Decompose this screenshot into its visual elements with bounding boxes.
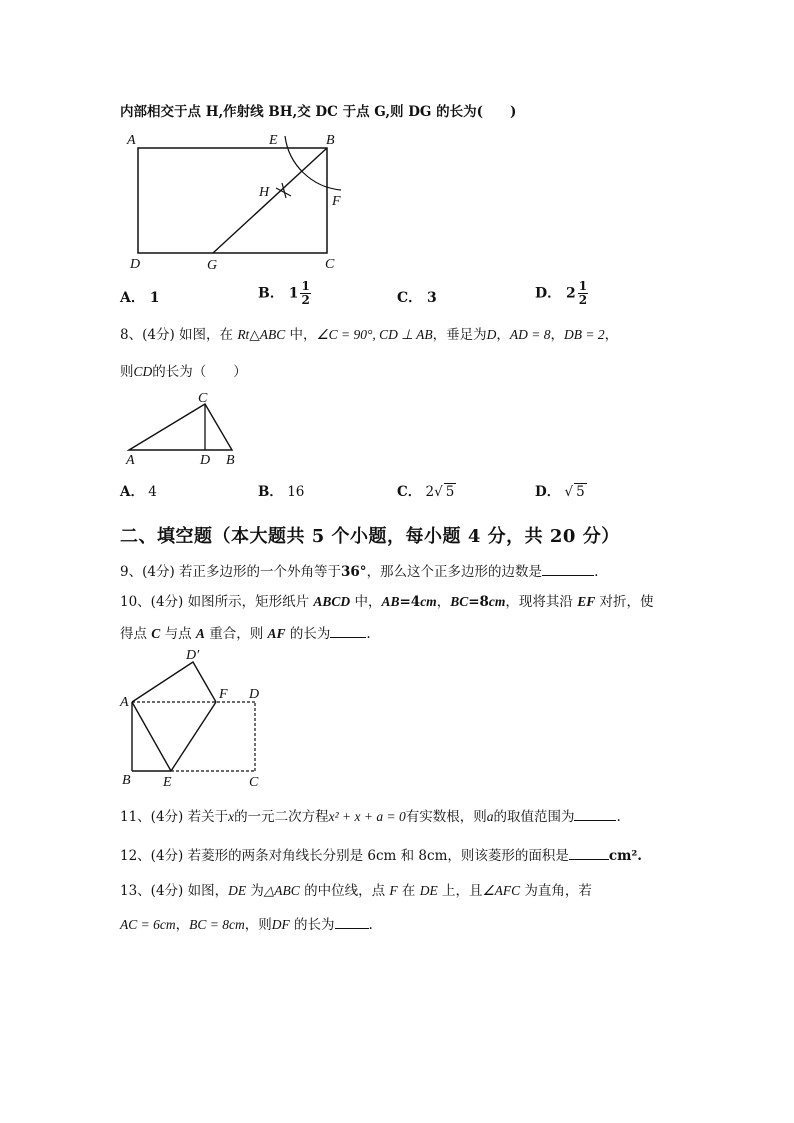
q10-point-c: C [151, 626, 161, 641]
q8-text-c: ，垂足为 [432, 327, 487, 343]
q11-equation: x² + x + a = 0 [328, 809, 406, 824]
q7-label-c: C [325, 257, 335, 272]
q10-comma: ， [436, 594, 451, 610]
q9-answer-blank[interactable] [542, 561, 594, 576]
q11-text-d: 的取值范围为 [493, 809, 575, 825]
q8-line1 [120, 326, 618, 344]
q7-option-b-fraction [300, 280, 310, 307]
q8-option-a-letter: A． [120, 484, 144, 500]
q7-option-b-whole: 1 [288, 285, 299, 302]
q7-label-g: G [207, 258, 218, 273]
q7-option-d-num: 1 [578, 279, 588, 293]
q10-line2 [120, 623, 371, 643]
q10-label-d: D [249, 687, 260, 702]
q13-angle-afc: ∠AFC [482, 883, 521, 898]
q11-text-b: 的一元二次方程 [234, 809, 329, 825]
q10-cm2: cm [488, 594, 506, 609]
q7-option-d[interactable] [535, 280, 588, 307]
q8-label-a: A [126, 453, 135, 468]
q8-triangle [129, 404, 232, 450]
q11-answer-blank[interactable] [574, 806, 616, 821]
q13-text-l2: 的长为 [289, 917, 335, 933]
q13-de2: DE [419, 883, 438, 898]
q13-text-c: 的中位线，点 [299, 883, 390, 899]
q13-df: DF [271, 917, 290, 932]
q11-text-c: 有实数根，则 [405, 809, 487, 825]
q7-option-c[interactable] [397, 287, 437, 307]
q10-label-b: B [122, 773, 131, 788]
q13-triangle-abc: △ABC [263, 883, 300, 898]
q10-point-a: A [195, 626, 205, 641]
q10-fold-ef [171, 702, 216, 771]
q8-option-c-sqrt-sign: √ [434, 484, 443, 500]
q11-x: x [228, 809, 235, 824]
q7-option-c-letter: C． [397, 290, 423, 306]
q10-l2-b: 与点 [160, 626, 196, 642]
q9-text-b: ，那么这个正多边形的边数是 [366, 564, 543, 580]
q8-rt: Rt [237, 327, 250, 342]
q10-end: . [366, 626, 371, 642]
q7-option-a-letter: A． [120, 290, 145, 306]
q10-text-c: ，现将其沿 [505, 594, 578, 610]
q10-ab: AB [381, 594, 400, 609]
q9-line [120, 561, 598, 581]
q8-line2 [120, 363, 247, 381]
q10-line1 [120, 593, 654, 611]
q7-option-b[interactable] [258, 280, 311, 307]
q7-figure [125, 128, 355, 274]
q8-option-c-radicand: 5 [445, 484, 455, 500]
q10-cm1: cm [420, 594, 437, 609]
q8-triangle-symbol: △ [249, 327, 260, 343]
q8-ad-expr: AD = 8 [509, 327, 551, 342]
q10-l2-d: 的长为 [285, 626, 331, 642]
q13-text-b: 为 [246, 883, 264, 899]
q10-answer-blank[interactable] [330, 623, 366, 638]
q13-de: DE [228, 883, 247, 898]
q10-figure [118, 646, 268, 791]
section-title: 二、填空题（本大题共 5 个小题，每小题 4 分，共 20 分） [120, 526, 620, 547]
q12-line [120, 845, 642, 865]
q8-abc: ABC [259, 327, 286, 342]
q8-cd-var: CD [133, 364, 153, 379]
q13-ac: AC = 6cm [120, 917, 176, 932]
q8-text-a: 8、(4分) 如图，在 [120, 327, 234, 343]
q8-option-c-coef: 2 [425, 484, 435, 500]
q10-ef: EF [577, 594, 596, 609]
q13-line1 [120, 882, 592, 900]
q13-text-e: 上，且 [437, 883, 483, 899]
q8-label-b: B [226, 453, 235, 468]
q8-option-c[interactable] [397, 483, 456, 501]
q10-label-a: A [120, 695, 129, 710]
q7-label-b: B [326, 133, 335, 148]
q7-label-d: D [130, 257, 141, 272]
q11-line [120, 806, 621, 826]
q13-text-a: 13、(4分) 如图， [120, 883, 229, 899]
q10-label-c: C [249, 775, 259, 790]
q13-f: F [389, 883, 398, 898]
q8-option-a-value: 4 [148, 484, 157, 500]
q8-label-d: D [200, 453, 211, 468]
q7-option-b-num: 1 [301, 279, 310, 293]
q8-option-b[interactable] [258, 483, 304, 501]
q11-a: a [486, 809, 494, 824]
q7-label-h: H [259, 185, 270, 200]
q10-text-d: 对折，使 [595, 594, 654, 610]
q8-option-d-letter: D． [535, 484, 561, 500]
q8-figure [120, 388, 250, 468]
q10-eq2: =8 [468, 594, 489, 610]
q10-text-b: 中， [350, 594, 382, 610]
q13-text-d: 在 [397, 883, 420, 899]
q8-option-c-letter: C． [397, 484, 422, 500]
q13-answer-blank[interactable] [335, 914, 369, 929]
q12-text: 12、(4分) 若菱形的两条对角线长分别是 6cm 和 8cm，则该菱形的面积是 [120, 848, 569, 864]
q8-option-b-value: 16 [287, 484, 305, 500]
q7-option-d-fraction [578, 280, 588, 307]
q8-option-d[interactable] [535, 483, 587, 501]
q7-label-a: A [127, 133, 136, 148]
q8-option-d-radicand: 5 [576, 484, 585, 500]
q10-l2-a: 得点 [120, 626, 152, 642]
q7-label-f: F [332, 194, 341, 209]
q8-line2-b: 的长为（ ） [152, 364, 247, 380]
q10-text-a: 10、(4分) 如图所示，矩形纸片 [120, 594, 314, 610]
q10-eq1: =4 [399, 594, 421, 610]
q7-ray-bh [213, 148, 327, 253]
q7-label-e: E [269, 133, 278, 148]
q7-option-c-value: 3 [427, 290, 437, 306]
q7-option-d-whole: 2 [566, 285, 576, 302]
q8-text-b: 中， [285, 327, 317, 343]
q8-text-f: ， [604, 327, 619, 343]
q9-text-a: 9、(4分) 若正多边形的一个外角等于 [120, 564, 342, 580]
q10-folded-part [132, 662, 216, 702]
q10-bc: BC [450, 594, 469, 609]
q12-unit: cm². [608, 848, 642, 864]
q8-d-var: D [486, 327, 497, 342]
q11-end: . [616, 809, 621, 825]
q9-end: . [594, 564, 599, 580]
q13-bc: BC = 8cm [189, 917, 245, 932]
q7-arc-mark-2 [282, 183, 286, 198]
q7-option-b-letter: B． [258, 285, 284, 302]
q13-sep1: ， [175, 917, 190, 933]
q13-end: . [368, 917, 373, 933]
q8-line2-a: 则 [120, 364, 134, 380]
q7-option-a-value: 1 [149, 290, 160, 306]
q10-line-ae [132, 702, 171, 771]
q8-db-expr: DB = 2 [564, 327, 605, 342]
q10-abcd: ABCD [313, 594, 351, 609]
q10-l2-c: 重合，则 [204, 626, 268, 642]
q12-answer-blank[interactable] [569, 845, 609, 860]
q8-text-e: ， [550, 327, 564, 343]
q7-stem: 内部相交于点 H,作射线 BH,交 DC 于点 G,则 DG 的长为( ) [120, 104, 517, 120]
q13-sep2: ，则 [244, 917, 272, 933]
q13-text-f: 为直角，若 [520, 883, 592, 899]
q9-degree: 36° [341, 564, 367, 580]
q8-label-c: C [198, 391, 208, 406]
q8-text-d: ， [496, 327, 510, 343]
q10-af: AF [267, 626, 286, 641]
q7-option-d-den: 2 [578, 293, 588, 307]
q8-option-a[interactable] [120, 483, 157, 501]
q10-label-f: F [219, 687, 228, 702]
q10-label-e: E [163, 775, 172, 790]
q7-option-b-den: 2 [301, 293, 310, 307]
q10-label-dprime: D′ [186, 648, 200, 663]
q8-angle-expr: ∠C = 90°, CD ⊥ AB [316, 327, 433, 342]
q11-text-a: 11、(4分) 若关于 [120, 809, 229, 825]
q7-option-d-letter: D． [535, 285, 562, 302]
q7-option-a[interactable] [120, 287, 160, 307]
q8-option-b-letter: B． [258, 484, 283, 500]
q8-option-d-sqrt-sign: √ [564, 484, 574, 500]
q7-rectangle [138, 148, 327, 253]
q13-line2 [120, 914, 373, 934]
